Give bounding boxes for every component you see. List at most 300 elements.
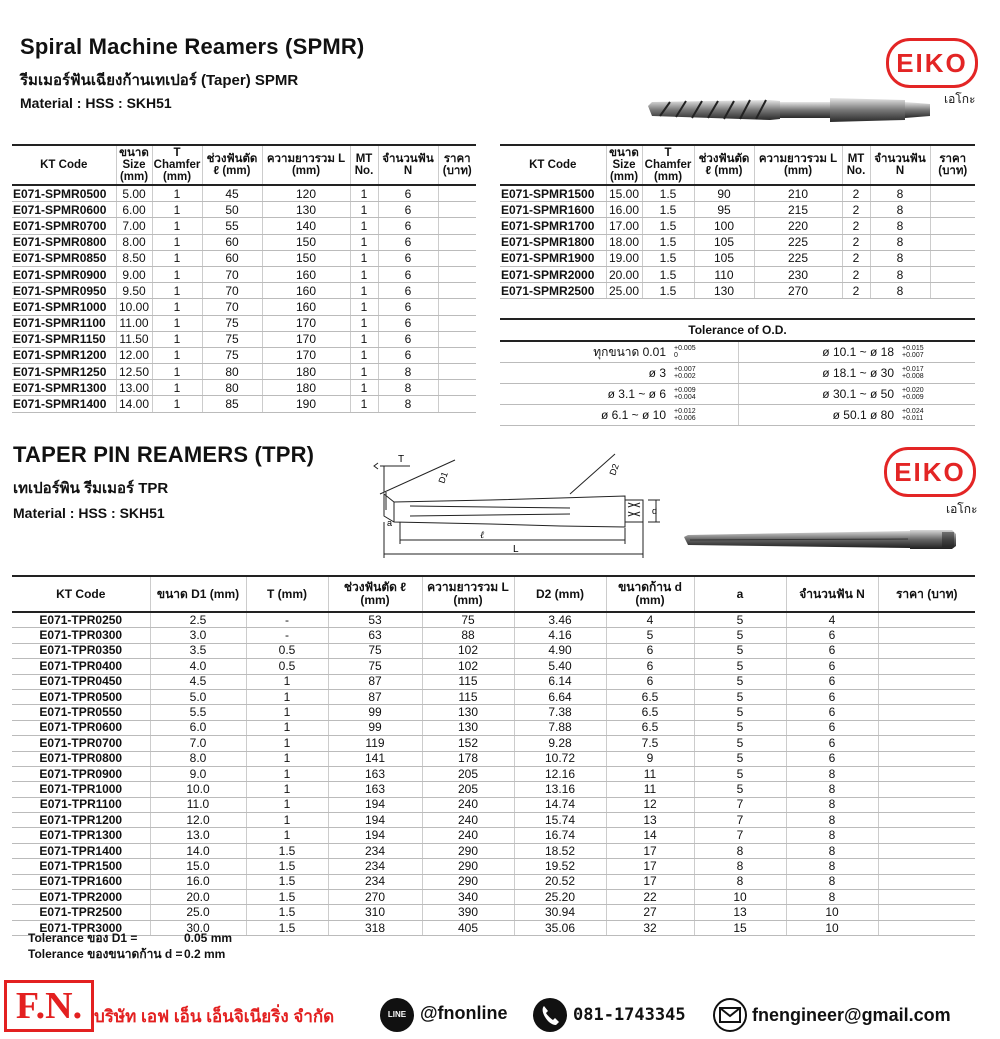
table-cell: 160 [262, 266, 350, 282]
table-cell: 6 [378, 315, 438, 331]
col-header: ความยาวรวม L (mm) [422, 576, 514, 612]
table-cell: 150 [262, 234, 350, 250]
table-row [500, 185, 975, 202]
col-header: T (mm) [246, 576, 328, 612]
table-cell: 8 [870, 185, 930, 202]
kt-code-cell: E071-TPR0550 [12, 705, 150, 720]
kt-code-cell: E071-SPMR0500 [12, 185, 116, 202]
table-cell [878, 828, 975, 843]
table-cell: 1 [246, 736, 328, 751]
email-icon[interactable] [712, 997, 748, 1033]
col-header: ช่วงฟันตัด ℓ (mm) [694, 145, 754, 185]
table-cell: 1.5 [642, 218, 694, 234]
table-cell: 1 [350, 347, 378, 363]
table-cell [878, 643, 975, 658]
table-cell: 8.00 [116, 234, 152, 250]
table-cell: 194 [328, 797, 422, 812]
table-cell: 170 [262, 315, 350, 331]
kt-code-cell: E071-TPR1600 [12, 874, 150, 889]
table-cell: 70 [202, 283, 262, 299]
table-cell: 130 [262, 202, 350, 218]
tolerance-value: +0.024 +0.011 [898, 405, 975, 426]
table-cell: 16.00 [606, 202, 642, 218]
table-cell: 18.52 [514, 843, 606, 858]
table-cell: 105 [694, 234, 754, 250]
tolerance-range: ø 10.1 ~ ø 18 [738, 342, 898, 363]
col-header: ราคา (บาท) [878, 576, 975, 612]
kt-code-cell: E071-SPMR1100 [12, 315, 116, 331]
table-cell: 10 [786, 905, 878, 920]
table-cell: 5 [606, 628, 694, 643]
table-cell: 16.74 [514, 828, 606, 843]
tolerance-range: ø 30.1 ~ ø 50 [738, 384, 898, 405]
table-cell: 1 [350, 218, 378, 234]
table-cell: 1.5 [246, 905, 328, 920]
col-header: MT No. [350, 145, 378, 185]
table-cell: 5.00 [116, 185, 152, 202]
table-row [12, 202, 476, 218]
kt-code-cell: E071-SPMR2500 [500, 283, 606, 299]
email-address[interactable]: fnengineer@gmail.com [752, 1005, 951, 1025]
table-cell: 15.74 [514, 813, 606, 828]
table-row [12, 218, 476, 234]
table-cell: 240 [422, 797, 514, 812]
col-header: ราคา (บาท) [438, 145, 476, 185]
table-cell: 1.5 [642, 266, 694, 282]
table-cell: 63 [328, 628, 422, 643]
kt-code-cell: E071-TPR0900 [12, 766, 150, 781]
diagram-label-T: T [398, 454, 405, 465]
kt-code-cell: E071-TPR0350 [12, 643, 150, 658]
table-cell: 5 [694, 628, 786, 643]
table-cell: 5 [694, 736, 786, 751]
table-cell [878, 612, 975, 628]
table-cell: 12.00 [116, 347, 152, 363]
table-cell: 7 [694, 797, 786, 812]
kt-code-cell: E071-TPR1100 [12, 797, 150, 812]
table-cell [878, 905, 975, 920]
table-cell: 11.50 [116, 331, 152, 347]
table-cell: 194 [328, 813, 422, 828]
tpr-subtitle: เทเปอร์พิน รีมเมอร์ TPR [13, 480, 169, 497]
col-header: a [694, 576, 786, 612]
table-cell: 87 [328, 689, 422, 704]
diagram-label-D2: D2 [607, 462, 621, 477]
table-cell: 11 [606, 766, 694, 781]
table-cell: 190 [262, 396, 350, 412]
table-cell: 5 [694, 612, 786, 628]
table-cell: 30.0 [150, 920, 246, 935]
table-cell [438, 266, 476, 282]
tolerance-value: +0.007 +0.002 [670, 363, 738, 384]
table-cell: 1 [152, 299, 202, 315]
table-row [12, 751, 975, 766]
table-row [12, 659, 975, 674]
table-cell: 1 [246, 674, 328, 689]
table-cell: 2 [842, 218, 870, 234]
table-cell: 6.5 [606, 720, 694, 735]
table-cell: 6 [378, 299, 438, 315]
line-id[interactable]: @fnonline [420, 1003, 508, 1023]
kt-code-cell: E071-TPR0800 [12, 751, 150, 766]
kt-code-cell: E071-SPMR1250 [12, 364, 116, 380]
table-cell: 19.00 [606, 250, 642, 266]
table-cell: 6 [378, 185, 438, 202]
table-cell: 1 [246, 828, 328, 843]
kt-code-cell: E071-TPR0700 [12, 736, 150, 751]
table-cell: 1 [350, 234, 378, 250]
table-cell: 1 [152, 234, 202, 250]
table-cell: 6 [786, 736, 878, 751]
table-cell: - [246, 612, 328, 628]
table-cell: 160 [262, 299, 350, 315]
table-cell: 75 [202, 331, 262, 347]
table-cell: 0.5 [246, 659, 328, 674]
table-row [12, 797, 975, 812]
table-cell: 7 [694, 813, 786, 828]
table-cell: 60 [202, 234, 262, 250]
table-row [12, 766, 975, 781]
table-row [12, 674, 975, 689]
table-cell: 13.0 [150, 828, 246, 843]
table-cell [438, 250, 476, 266]
tpr-material: Material : HSS : SKH51 [13, 505, 165, 521]
col-header: ราคา (บาท) [930, 145, 975, 185]
tolerance-title: Tolerance of O.D. [500, 318, 975, 342]
table-cell: 60 [202, 250, 262, 266]
table-cell: 7.00 [116, 218, 152, 234]
table-cell: 6 [786, 674, 878, 689]
kt-code-cell: E071-SPMR1150 [12, 331, 116, 347]
table-cell: 9 [606, 751, 694, 766]
table-cell: 5 [694, 643, 786, 658]
table-row [12, 905, 975, 920]
table-cell [438, 364, 476, 380]
kt-code-cell: E071-TPR0300 [12, 628, 150, 643]
table-cell: 5 [694, 705, 786, 720]
table-cell: - [246, 628, 328, 643]
table-cell: 6.00 [116, 202, 152, 218]
table-cell: 13.00 [116, 380, 152, 396]
table-cell: 2.5 [150, 612, 246, 628]
table-cell: 110 [694, 266, 754, 282]
col-header: ขนาด Size (mm) [116, 145, 152, 185]
table-cell: 163 [328, 782, 422, 797]
table-cell: 17 [606, 859, 694, 874]
col-header: ขนาด Size (mm) [606, 145, 642, 185]
table-cell: 1.5 [246, 874, 328, 889]
table-cell: 17.00 [606, 218, 642, 234]
table-cell: 290 [422, 874, 514, 889]
table-cell [878, 843, 975, 858]
table-cell: 2 [842, 283, 870, 299]
kt-code-cell: E071-TPR1000 [12, 782, 150, 797]
table-cell [438, 283, 476, 299]
table-cell: 6 [378, 283, 438, 299]
table-cell: 4.0 [150, 659, 246, 674]
table-cell [878, 628, 975, 643]
spmr-table-left [12, 144, 476, 413]
table-cell: 234 [328, 859, 422, 874]
table-cell: 25.0 [150, 905, 246, 920]
table-cell: 9.50 [116, 283, 152, 299]
table-cell: 180 [262, 364, 350, 380]
table-cell: 102 [422, 643, 514, 658]
table-cell: 1 [350, 202, 378, 218]
table-cell: 152 [422, 736, 514, 751]
table-cell: 14.00 [116, 396, 152, 412]
table-cell: 1.5 [246, 890, 328, 905]
col-header: ความยาวรวม L (mm) [754, 145, 842, 185]
table-cell: 5 [694, 751, 786, 766]
table-cell: 1 [152, 315, 202, 331]
table-cell: 5 [694, 782, 786, 797]
table-cell: 1 [152, 202, 202, 218]
col-header: จำนวนฟัน N [870, 145, 930, 185]
kt-code-cell: E071-SPMR1200 [12, 347, 116, 363]
table-cell: 270 [754, 283, 842, 299]
table-row [12, 299, 476, 315]
table-cell: 170 [262, 331, 350, 347]
table-cell: 120 [262, 185, 350, 202]
kt-code-cell: E071-SPMR2000 [500, 266, 606, 282]
table-cell: 8 [870, 250, 930, 266]
table-row [12, 705, 975, 720]
table-cell: 240 [422, 813, 514, 828]
table-cell: 80 [202, 380, 262, 396]
tolerance-value: +0.005 0 [670, 342, 738, 363]
kt-code-cell: E071-SPMR0850 [12, 250, 116, 266]
spmr-title: Spiral Machine Reamers (SPMR) [20, 34, 365, 59]
table-cell: 130 [694, 283, 754, 299]
table-row [500, 202, 975, 218]
col-header: KT Code [40, 159, 88, 171]
table-cell: 194 [328, 828, 422, 843]
table-row [500, 234, 975, 250]
table-row [12, 612, 975, 628]
tolerance-range: ทุกขนาด 0.01 [500, 342, 670, 363]
table-row [12, 689, 975, 704]
table-cell: 6 [378, 202, 438, 218]
table-cell: 6 [378, 331, 438, 347]
tolerance-row [500, 342, 975, 363]
kt-code-cell: E071-SPMR1400 [12, 396, 116, 412]
table-cell [878, 813, 975, 828]
table-cell: 1 [152, 266, 202, 282]
table-cell [878, 689, 975, 704]
table-cell: 99 [328, 720, 422, 735]
table-cell: 6 [606, 643, 694, 658]
table-cell: 6 [786, 705, 878, 720]
table-cell: 6 [786, 720, 878, 735]
kt-code-cell: E071-SPMR1700 [500, 218, 606, 234]
table-cell: 9.28 [514, 736, 606, 751]
table-cell: 95 [694, 202, 754, 218]
table-cell: 6 [786, 751, 878, 766]
spmr-material: Material : HSS : SKH51 [20, 95, 172, 111]
table-cell: 18.00 [606, 234, 642, 250]
table-cell: 7.38 [514, 705, 606, 720]
table-row [12, 843, 975, 858]
table-cell [878, 736, 975, 751]
col-header: จำนวนฟัน N [378, 145, 438, 185]
table-cell: 6.0 [150, 720, 246, 735]
table-cell: 12.16 [514, 766, 606, 781]
col-header: ช่วงฟันตัด ℓ (mm) [202, 145, 262, 185]
tolerance-value: +0.020 +0.009 [898, 384, 975, 405]
table-cell: 10.0 [150, 782, 246, 797]
table-cell: 1 [152, 380, 202, 396]
tolerance-range: ø 50.1 ø 80 [738, 405, 898, 426]
table-cell: 75 [328, 659, 422, 674]
table-row [12, 331, 476, 347]
table-cell [878, 751, 975, 766]
table-cell: 6.64 [514, 689, 606, 704]
phone-icon[interactable] [532, 997, 568, 1033]
kt-code-cell: E071-TPR2000 [12, 890, 150, 905]
table-cell: 8 [870, 266, 930, 282]
table-cell: 290 [422, 843, 514, 858]
table-cell: 5.40 [514, 659, 606, 674]
tolerance-range: ø 18.1 ~ ø 30 [738, 363, 898, 384]
table-cell: 8 [786, 843, 878, 858]
line-icon[interactable]: LINE [380, 998, 414, 1032]
table-cell: 340 [422, 890, 514, 905]
table-row [12, 234, 476, 250]
table-cell: 8 [694, 874, 786, 889]
eiko-logo: EIKO [886, 38, 978, 88]
table-cell: 85 [202, 396, 262, 412]
tpr-diagram [370, 450, 670, 570]
table-cell: 150 [262, 250, 350, 266]
tolerance-row [500, 363, 975, 384]
table-cell: 240 [422, 828, 514, 843]
phone-number[interactable]: 081-1743345 [573, 1005, 686, 1025]
table-cell: 1 [246, 797, 328, 812]
table-cell: 87 [328, 674, 422, 689]
table-cell [878, 782, 975, 797]
table-cell [438, 380, 476, 396]
table-cell [438, 396, 476, 412]
table-cell: 178 [422, 751, 514, 766]
table-row [500, 266, 975, 282]
table-cell: 8.50 [116, 250, 152, 266]
table-row [500, 250, 975, 266]
table-row [12, 185, 476, 202]
kt-code-cell: E071-TPR3000 [12, 920, 150, 935]
table-cell: 80 [202, 364, 262, 380]
table-row [12, 380, 476, 396]
table-cell [878, 766, 975, 781]
table-cell: 1.5 [246, 920, 328, 935]
table-cell: 35.06 [514, 920, 606, 935]
table-cell: 13.16 [514, 782, 606, 797]
table-cell: 8 [870, 283, 930, 299]
table-cell [930, 202, 975, 218]
table-cell: 53 [328, 612, 422, 628]
table-cell: 0.5 [246, 643, 328, 658]
table-cell: 55 [202, 218, 262, 234]
table-cell [438, 218, 476, 234]
table-cell: 1 [152, 347, 202, 363]
kt-code-cell: E071-TPR1400 [12, 843, 150, 858]
col-header: ความยาวรวม L (mm) [262, 145, 350, 185]
table-cell: 3.0 [150, 628, 246, 643]
table-cell: 6.14 [514, 674, 606, 689]
tpr-title: TAPER PIN REAMERS (TPR) [13, 442, 315, 467]
table-cell: 6 [606, 674, 694, 689]
table-cell: 8 [786, 813, 878, 828]
kt-code-cell: E071-TPR0450 [12, 674, 150, 689]
table-cell [878, 920, 975, 935]
table-cell [930, 250, 975, 266]
table-cell: 25.20 [514, 890, 606, 905]
table-cell: 6 [378, 266, 438, 282]
table-cell: 8 [786, 782, 878, 797]
table-row [12, 364, 476, 380]
table-cell: 225 [754, 234, 842, 250]
table-cell [930, 218, 975, 234]
table-row [12, 628, 975, 643]
table-cell: 1 [246, 751, 328, 766]
taper-pin-reamer-image [680, 528, 970, 552]
table-cell: 7.88 [514, 720, 606, 735]
table-cell [438, 347, 476, 363]
tolerance-note-d1: Tolerance ของ D1 = 0.05 mm [28, 931, 233, 945]
col-header: KT Code [529, 159, 577, 171]
table-cell: 1 [246, 766, 328, 781]
table-cell: 225 [754, 250, 842, 266]
table-cell: 1 [350, 315, 378, 331]
kt-code-cell: E071-TPR1300 [12, 828, 150, 843]
table-cell: 8 [870, 202, 930, 218]
table-cell: 210 [754, 185, 842, 202]
table-cell: 15 [694, 920, 786, 935]
table-cell: 13 [606, 813, 694, 828]
table-cell [878, 890, 975, 905]
tolerance-range: ø 6.1 ~ ø 10 [500, 405, 670, 426]
table-cell: 17 [606, 843, 694, 858]
col-header: T Chamfer (mm) [642, 145, 694, 185]
table-cell: 5 [694, 659, 786, 674]
table-cell: 6 [786, 628, 878, 643]
diagram-label-a: a [387, 518, 393, 528]
kt-code-cell: E071-SPMR1600 [500, 202, 606, 218]
table-cell: 12.50 [116, 364, 152, 380]
table-cell: 75 [328, 643, 422, 658]
table-cell: 5 [694, 689, 786, 704]
table-cell: 70 [202, 299, 262, 315]
table-cell: 8 [378, 364, 438, 380]
table-cell: 19.52 [514, 859, 606, 874]
table-cell: 6 [786, 689, 878, 704]
table-row [12, 736, 975, 751]
table-cell: 8 [870, 218, 930, 234]
table-cell: 141 [328, 751, 422, 766]
table-cell: 205 [422, 766, 514, 781]
table-cell: 100 [694, 218, 754, 234]
table-cell: 6 [378, 347, 438, 363]
table-cell: 5 [694, 674, 786, 689]
table-cell: 8 [870, 234, 930, 250]
table-cell [878, 874, 975, 889]
tolerance-range: ø 3.1 ~ ø 6 [500, 384, 670, 405]
col-header: MT No. [842, 145, 870, 185]
table-cell: 8 [786, 828, 878, 843]
spmr-header-row [500, 145, 975, 185]
table-cell: 1 [152, 250, 202, 266]
col-header: KT Code [56, 586, 106, 601]
